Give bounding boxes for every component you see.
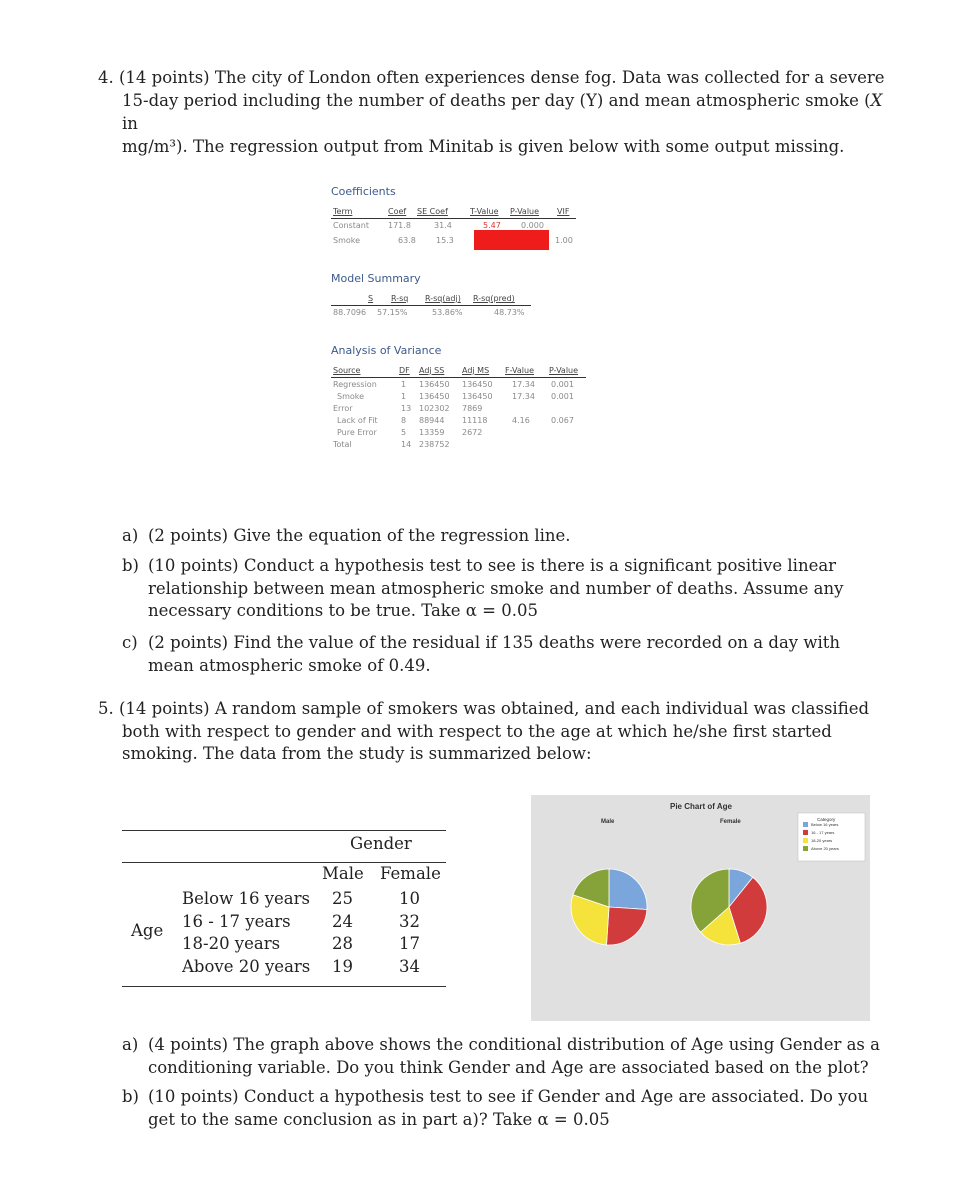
table-age-label: Age — [131, 921, 164, 940]
problem-4-line1: 4. (14 points) The city of London often experiences dense fog. Data was collected for a severe — [98, 68, 885, 87]
pie-label-female: Female — [720, 819, 741, 825]
coef-h-coef: Coef — [388, 207, 407, 216]
anova-h-source: Source — [333, 366, 361, 375]
anova-cell: Total — [333, 440, 352, 449]
problem-4-line2: 15-day period including the number of deaths per day (Y) and mean atmospheric smoke (X in — [122, 91, 883, 133]
ms-h-rsqadj: R-sq(adj) — [425, 294, 461, 303]
model-summary-title: Model Summary — [331, 272, 421, 285]
anova-h-p: P-Value — [549, 366, 579, 375]
coef-h-vif: VIF — [557, 207, 570, 216]
anova-cell: 7869 — [462, 404, 483, 413]
table-cell-male: 24 — [332, 912, 353, 931]
anova-cell: 0.001 — [551, 380, 574, 389]
anova-cell: 11118 — [462, 416, 488, 425]
problem-5-text: 5. (14 points) A random sample of smokers was obtained, and each individual was classified both with respect to gender and with respect to the age at which he/she first started smoking. The data from the study is summarized below: — [98, 699, 870, 763]
anova-cell: 0.067 — [551, 416, 574, 425]
anova-cell: 4.16 — [512, 416, 530, 425]
table-col-female: Female — [380, 864, 441, 883]
anova-cell: 136450 — [462, 380, 493, 389]
anova-cell: 13 — [401, 404, 412, 413]
legend-label: 18-20 years — [811, 838, 833, 843]
problem-4-part-b: b) (10 points) Conduct a hypothesis test to see is there is a significant positive linear relationship between mean atmospheric smoke and number of deaths. Assume any necessary conditions to be true. Take α = 0.05 — [122, 556, 844, 620]
pie-slice-male-0 — [609, 869, 647, 909]
problem-4-line3: mg/m³). The regression output from Minitab is given below with some output missing. — [122, 137, 845, 156]
anova-table — [331, 366, 591, 466]
table-cell-female: 34 — [399, 957, 420, 976]
coef-r0-p: 0.000 — [521, 221, 544, 230]
coefficients-table — [331, 207, 581, 247]
table-cell-female: 32 — [399, 912, 420, 931]
coef-r0-term: Constant — [333, 221, 369, 230]
coef-r0-t: 5.47 — [483, 221, 501, 230]
redacted-block — [474, 230, 549, 250]
pie-slice-male-1 — [607, 907, 647, 945]
table-cell-female: 17 — [399, 934, 420, 953]
problem-5-part-a: a) (4 points) The graph above shows the conditional distribution of Age using Gender as a conditioning variable. Do you think Gender and Age are associated based on the plot? — [122, 1035, 880, 1077]
anova-cell: Error — [333, 404, 353, 413]
anova-cell: Pure Error — [337, 428, 377, 437]
legend-label: Below 16 years — [811, 822, 839, 827]
pie-chart-title: Pie Chart of Age — [670, 802, 732, 811]
coef-r1-se: 15.3 — [436, 236, 454, 245]
coef-h-se: SE Coef — [417, 207, 448, 216]
coef-r1-coef: 63.8 — [398, 236, 416, 245]
anova-cell: 238752 — [419, 440, 450, 449]
anova-cell: 136450 — [419, 392, 450, 401]
anova-h-df: DF — [399, 366, 410, 375]
ms-h-s: S — [368, 294, 374, 303]
pie-chart — [531, 795, 870, 1021]
table-row-label: Above 20 years — [182, 957, 311, 976]
ms-v-rsqadj: 53.86% — [432, 308, 463, 317]
anova-cell: 136450 — [419, 380, 450, 389]
anova-cell: 2672 — [462, 428, 483, 437]
pie-label-male: Male — [601, 819, 615, 825]
anova-cell: 17.34 — [512, 380, 535, 389]
anova-cell: 5 — [401, 428, 407, 437]
legend-label: Above 20 years — [811, 846, 839, 851]
legend-title: Category — [817, 817, 836, 822]
anova-h-adjss: Adj SS — [419, 366, 445, 375]
anova-cell: 17.34 — [512, 392, 535, 401]
table-gender-header: Gender — [350, 834, 412, 853]
ms-h-rsq: R-sq — [391, 294, 409, 303]
table-row-label: Below 16 years — [182, 889, 310, 908]
coef-r1-vif: 1.00 — [555, 236, 573, 245]
legend-swatch — [803, 822, 808, 827]
table-col-male: Male — [322, 864, 364, 883]
pie-chart-panel — [531, 795, 870, 1021]
anova-title: Analysis of Variance — [331, 344, 442, 357]
pie-legend — [798, 813, 865, 861]
table-cell-male: 19 — [332, 957, 353, 976]
anova-cell: 88944 — [419, 416, 445, 425]
anova-cell: Regression — [333, 380, 377, 389]
problem-4-text — [98, 66, 888, 158]
coef-r0-coef: 171.8 — [388, 221, 411, 230]
anova-cell: 14 — [401, 440, 412, 449]
coef-h-p: P-Value — [510, 207, 540, 216]
anova-cell: 1 — [401, 380, 407, 389]
coef-r1-term: Smoke — [333, 236, 361, 245]
table-cell-male: 25 — [332, 889, 353, 908]
ms-v-rsq: 57.15% — [377, 308, 408, 317]
legend-swatch — [803, 830, 808, 835]
table-row-label: 18-20 years — [182, 934, 281, 953]
anova-cell: 8 — [401, 416, 407, 425]
legend-label: 16 - 17 years — [811, 830, 835, 835]
ms-h-rsqpred: R-sq(pred) — [473, 294, 515, 303]
legend-swatch — [803, 838, 808, 843]
table-row-label: 16 - 17 years — [182, 912, 291, 931]
coef-h-t: T-Value — [470, 207, 499, 216]
anova-h-f: F-Value — [505, 366, 534, 375]
problem-4-part-c: c) (2 points) Find the value of the residual if 135 deaths were recorded on a day with mean atmospheric smoke of 0.49. — [122, 633, 841, 675]
problem-4-part-a: a) (2 points) Give the equation of the regression line. — [122, 526, 571, 545]
table-cell-male: 28 — [332, 934, 353, 953]
legend-swatch — [803, 846, 808, 851]
coefficients-title: Coefficients — [331, 185, 396, 198]
contingency-table — [122, 828, 447, 990]
coef-r0-se: 31.4 — [434, 221, 452, 230]
problem-5-part-b: b) (10 points) Conduct a hypothesis test to see if Gender and Age are associated. Do you get to the same conclusion as in part a)? Take α = 0.05 — [122, 1087, 869, 1129]
coef-h-term: Term — [333, 207, 353, 216]
model-summary-table — [331, 294, 541, 322]
anova-cell: 13359 — [419, 428, 445, 437]
anova-cell: 102302 — [419, 404, 450, 413]
anova-cell: Smoke — [337, 392, 365, 401]
anova-cell: 1 — [401, 392, 407, 401]
anova-cell: 0.001 — [551, 392, 574, 401]
anova-cell: Lack of Fit — [337, 416, 378, 425]
anova-cell: 136450 — [462, 392, 493, 401]
anova-h-adjms: Adj MS — [462, 366, 490, 375]
table-cell-female: 10 — [399, 889, 420, 908]
ms-v-s: 88.7096 — [333, 308, 367, 317]
ms-v-rsqpred: 48.73% — [494, 308, 525, 317]
